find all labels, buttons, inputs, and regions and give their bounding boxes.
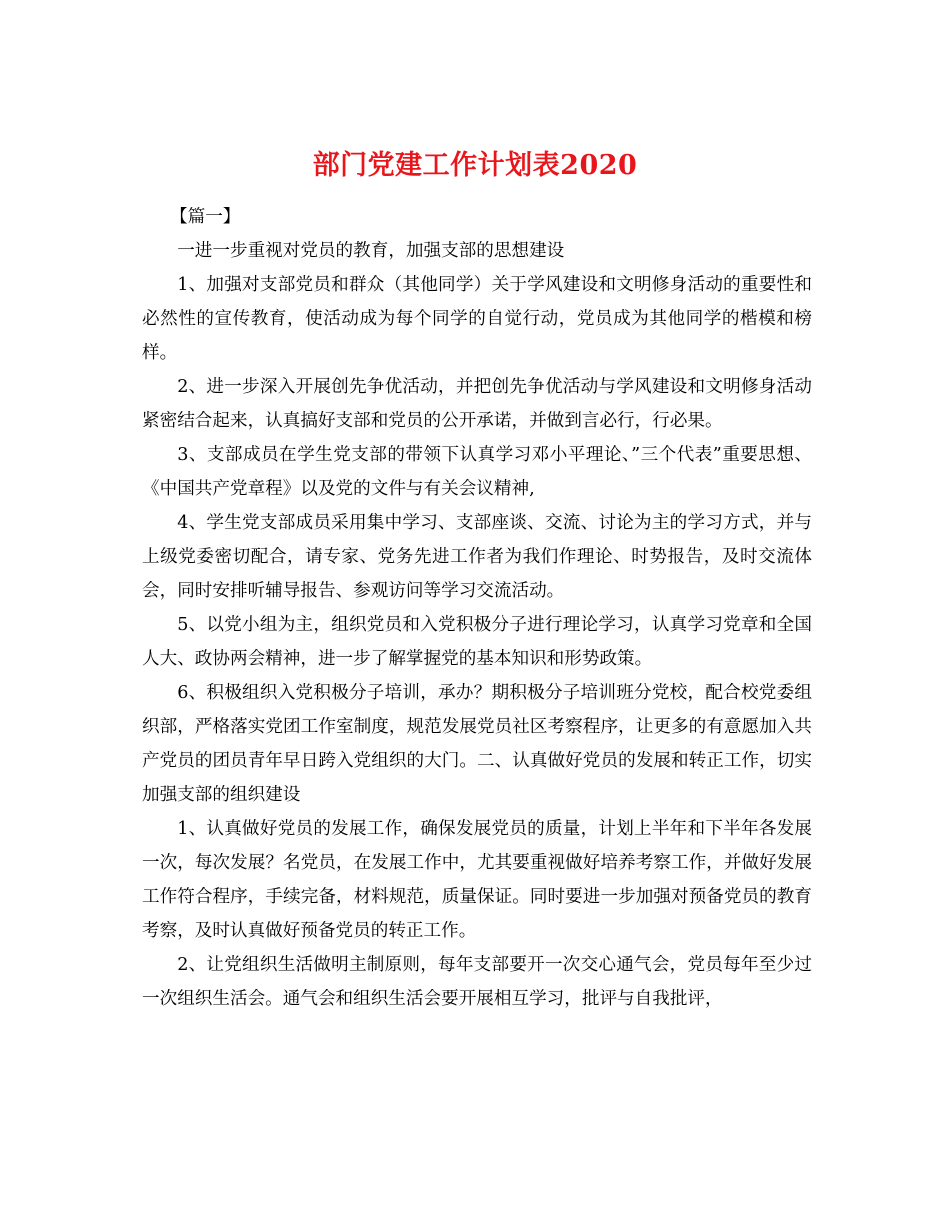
paragraph-1: 一进一步重视对党员的教育，加强支部的思想建设: [177, 241, 565, 261]
section-label: 【篇一】: [170, 207, 241, 227]
paragraph-3: 2、进一步深入开展创先争优活动，并把创先争优活动与学风建设和文明修身活动紧密结合起来，认真搞好支部和党员的公开承诺，并做到言必行，行必果。: [142, 377, 812, 431]
paragraph-9: 2、让党组织生活做明主制原则，每年支部要开一次交心通气会，党员每年至少过一次组织生活会。通气会和组织生活会要开展相互学习，批评与自我批评，: [142, 955, 812, 1009]
paragraph-6: 5、以党小组为主，组织党员和入党积极分子进行理论学习，认真学习党章和全国人大、政协两会精神，进一步了解掌握党的基本知识和形势政策。: [142, 615, 812, 669]
paragraph-2: 1、加强对支部党员和群众（其他同学）关于学风建设和文明修身活动的重要性和必然性的宣传教育，使活动成为每个同学的自觉行动，党员成为其他同学的楷模和榜样。: [142, 275, 812, 363]
paragraph-7: 6、积极组织入党积极分子培训，承办？期积极分子培训班分党校，配合校党委组织部，严格落实党团工作室制度，规范发展党员社区考察程序，让更多的有意愿加入共产党员的团员青年早日跨入党组织的大门。二、认真做好党员的发展和转正工作，切实加强支部的组织建设: [142, 683, 812, 805]
document-title: 部门党建工作计划表2020: [312, 150, 638, 182]
paragraph-4: 3、支部成员在学生党支部的带领下认真学习邓小平理论、”三个代表”重要思想、《中国共产党章程》以及党的文件与有关会议精神,: [142, 445, 812, 499]
document-body: [142, 200, 812, 1016]
paragraph-8: 1、认真做好党员的发展工作，确保发展党员的质量，计划上半年和下半年各发展一次，每次发展？名党员，在发展工作中，尤其要重视做好培养考察工作，并做好发展工作符合程序，手续完备，材料规范，质量保证。同时要进一步加强对预备党员的教育考察，及时认真做好预备党员的转正工作。: [142, 819, 812, 941]
paragraph-5: 4、学生党支部成员采用集中学习、支部座谈、交流、讨论为主的学习方式，并与上级党委密切配合，请专家、党务先进工作者为我们作理论、时势报告，及时交流体会，同时安排听辅导报告、参观访问等学习交流活动。: [142, 513, 812, 601]
